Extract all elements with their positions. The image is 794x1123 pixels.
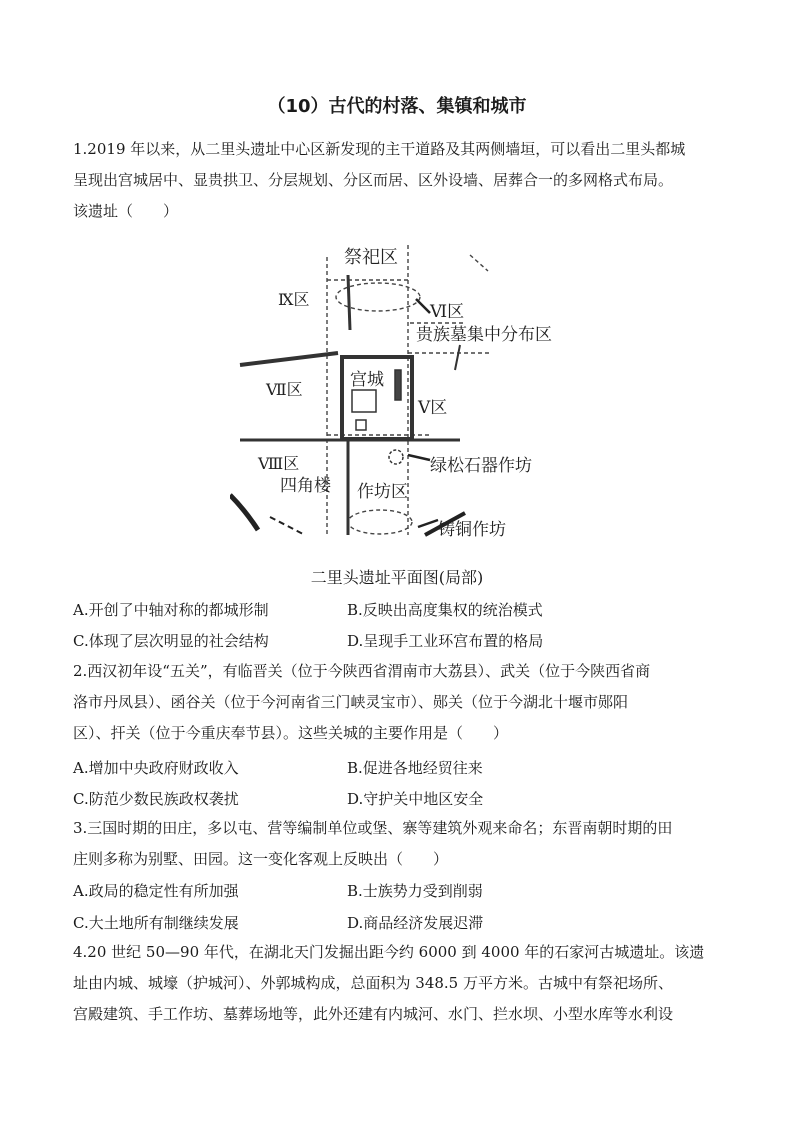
- river-curve: [270, 517, 305, 535]
- question-line: 2.西汉初年设“五关”，有临晋关（位于今陕西省渭南市大荔县）、武关（位于今陕西省商: [73, 662, 651, 680]
- q3-option-d[interactable]: D.商品经济发展迟滞: [347, 914, 484, 932]
- map-label-zone7: Ⅶ区: [266, 380, 303, 399]
- question-line: 该遗址（ ）: [73, 202, 179, 220]
- map-label-zone9: Ⅸ区: [278, 290, 310, 309]
- q1-option-b[interactable]: B.反映出高度集权的统治模式: [347, 601, 543, 619]
- question-line: 宫殿建筑、手工作坊、墓葬场地等，此外还建有内城河、水门、拦水坝、小型水库等水利设: [73, 1005, 674, 1023]
- question-line: 庄则多称为别墅、田园。这一变化客观上反映出（ ）: [73, 850, 449, 868]
- q2-option-d[interactable]: D.守护关中地区安全: [347, 790, 484, 808]
- question-3-text: [73, 813, 723, 875]
- map-label-zone8: Ⅷ区: [258, 454, 300, 473]
- question-4-text: [73, 937, 723, 1030]
- question-1-text: [73, 134, 723, 227]
- map-label-corner: 四角楼: [280, 476, 331, 496]
- map-label-palace: 宫城: [350, 370, 384, 390]
- q3-option-c[interactable]: C.大土地所有制继续发展: [73, 914, 239, 932]
- map-label-bronze: 铸铜作坊: [438, 520, 506, 540]
- question-line: 1.2019 年以来，从二里头遗址中心区新发现的主干道路及其两侧墙垣，可以看出二里头都城: [73, 140, 686, 158]
- question-line: 区）、扞关（位于今重庆奉节县）。这些关城的主要作用是（ ）: [73, 724, 509, 742]
- q2-option-a[interactable]: A.增加中央政府财政收入: [73, 759, 239, 777]
- pointer-arrow: [408, 455, 430, 460]
- question-line: 3.三国时期的田庄，多以屯、营等编制单位或堡、寨等建筑外观来命名；东晋南朝时期的田: [73, 819, 673, 837]
- question-line: 呈现出宫城居中、显贵拱卫、分层规划、分区而居、区外设墙、居葬合一的多网格式布局。: [73, 171, 674, 189]
- map-label-zone6: Ⅵ区: [430, 302, 465, 322]
- q3-option-b[interactable]: B.士族势力受到削弱: [347, 882, 483, 900]
- q3-option-a[interactable]: A.政局的稳定性有所加强: [73, 882, 239, 900]
- question-2-text: [73, 656, 723, 749]
- river-curve: [230, 495, 258, 530]
- main-road: [240, 353, 338, 365]
- turquoise-workshop-mark: [389, 450, 403, 464]
- workshop-zone-outline: [348, 510, 412, 534]
- palace-building: [356, 420, 366, 430]
- map-label-workshop: 作坊区: [357, 482, 408, 502]
- q2-option-b[interactable]: B.促进各地经贸往来: [347, 759, 483, 777]
- q1-option-a[interactable]: A.开创了中轴对称的都城形制: [73, 601, 269, 619]
- question-line: 洛市丹凤县）、函谷关（位于今河南省三门峡灵宝市）、郧关（位于今湖北十堰市郧阳: [73, 693, 629, 711]
- palace-building: [395, 370, 401, 400]
- map-label-sacrifice: 祭祀区: [344, 247, 398, 268]
- question-line: 4.20 世纪 50—90 年代，在湖北天门发掘出距今约 6000 到 4000 年的石家河古城遗址。该遗: [73, 943, 705, 961]
- q2-option-c[interactable]: C.防范少数民族政权袭扰: [73, 790, 239, 808]
- map-boundary-line: [470, 255, 488, 271]
- map-caption: 二里头遗址平面图(局部): [310, 568, 484, 587]
- main-road: [348, 275, 350, 330]
- map-label-noble: 贵族墓集中分布区: [416, 325, 552, 345]
- q1-option-c[interactable]: C.体现了层次明显的社会结构: [73, 632, 269, 650]
- question-line: 址由内城、城壕（护城河）、外郭城构成，总面积为 348.5 万平方米。古城中有祭祀场所、: [73, 974, 673, 992]
- page-title: （10）古代的村落、集镇和城市: [267, 96, 527, 117]
- q1-option-d[interactable]: D.呈现手工业环宫布置的格局: [347, 632, 544, 650]
- palace-building: [352, 390, 376, 412]
- pointer-arrow: [418, 520, 438, 527]
- pointer-arrow: [416, 299, 430, 313]
- map-boundary-line: [455, 345, 460, 370]
- map-label-turquoise: 绿松石器作坊: [430, 456, 532, 476]
- erlitou-site-map: [230, 235, 580, 555]
- map-label-zone5: Ⅴ区: [418, 398, 448, 418]
